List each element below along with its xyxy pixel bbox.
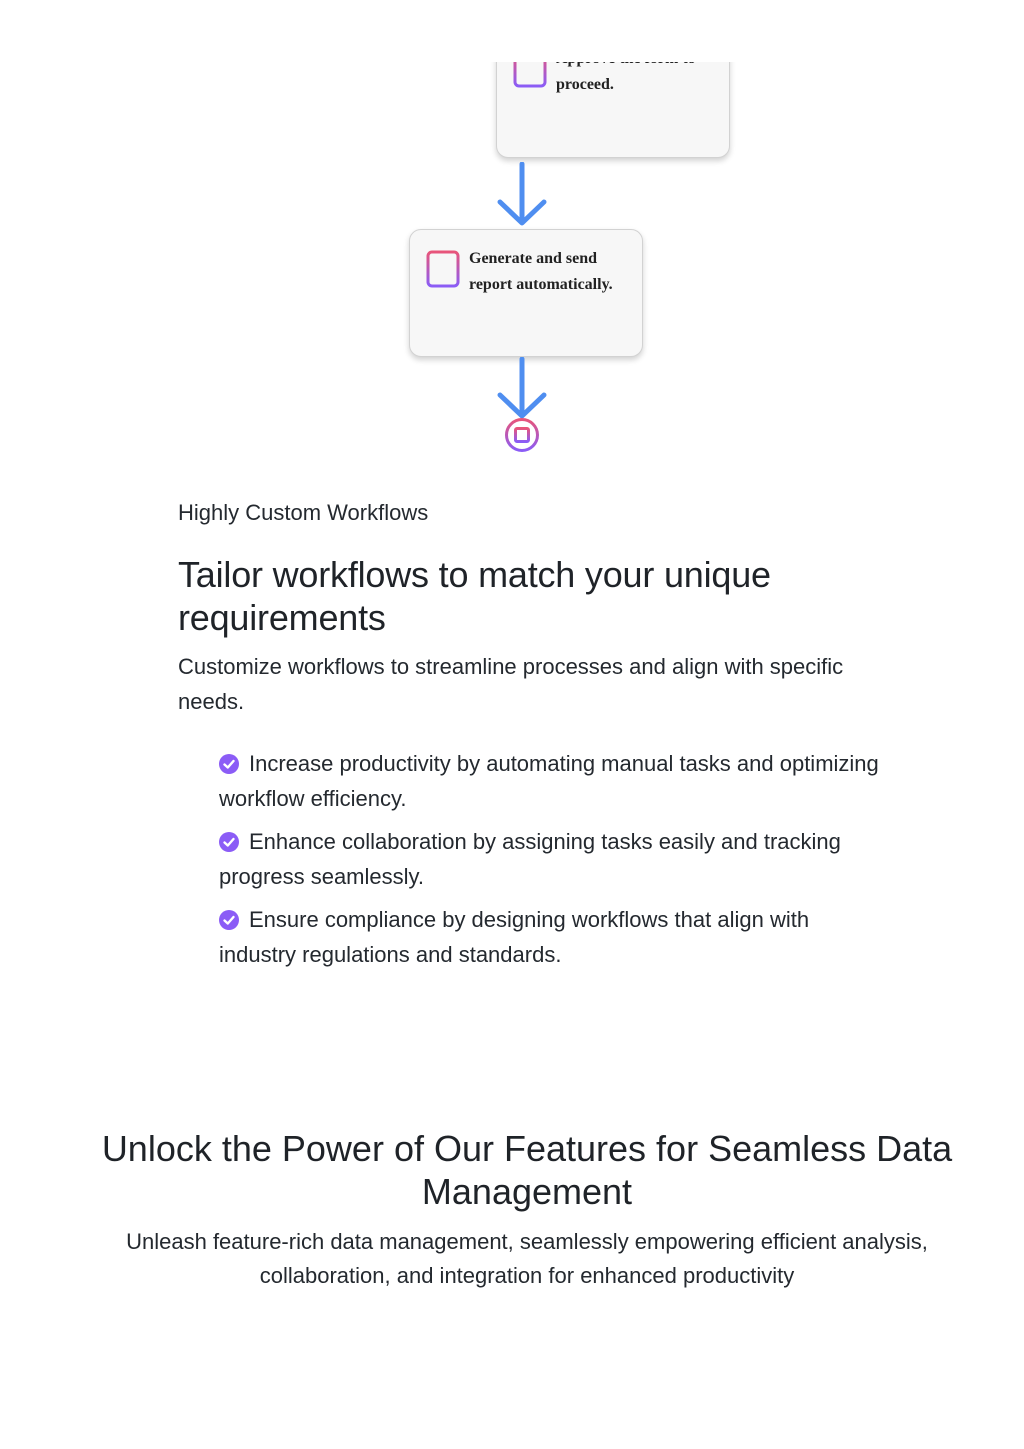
arrow-down-icon — [496, 162, 548, 228]
section-eyebrow: Highly Custom Workflows — [178, 500, 429, 525]
step-report-text: Generate and send report automatically. — [469, 250, 613, 293]
step-card-report[interactable] — [409, 229, 643, 357]
feature-list — [219, 747, 879, 981]
stop-circle-icon — [504, 417, 540, 453]
list-item — [219, 747, 879, 816]
arrow-down-icon — [496, 357, 548, 421]
list-item — [219, 903, 879, 972]
feature-text: Enhance collaboration by assigning tasks easily and tracking progress seamlessly. — [219, 829, 841, 889]
document-icon — [426, 250, 462, 288]
check-circle-icon — [219, 754, 239, 774]
step-approve-text: proceed. — [556, 76, 614, 93]
list-item — [219, 825, 879, 894]
workflow-diagram — [0, 0, 1024, 470]
check-circle-icon — [219, 832, 239, 852]
features-section-subtitle: Unleash feature-rich data management, seamlessly empowering efficient analysis, collaboration, and integration for enhanced productivity — [126, 1229, 928, 1288]
features-section-title: Unlock the Power of Our Features for Seamless Data Management — [101, 1128, 953, 1212]
section-lead: Customize workflows to streamline processes and align with specific needs. — [178, 654, 844, 714]
check-circle-icon — [219, 910, 239, 930]
section-title: Tailor workflows to match your unique requirements — [178, 554, 771, 638]
scroll-clip — [0, 0, 1024, 62]
feature-text: Ensure compliance by designing workflows that align with industry regulations and standards. — [219, 907, 810, 967]
feature-text: Increase productivity by automating manual tasks and optimizing workflow efficiency. — [219, 751, 879, 811]
